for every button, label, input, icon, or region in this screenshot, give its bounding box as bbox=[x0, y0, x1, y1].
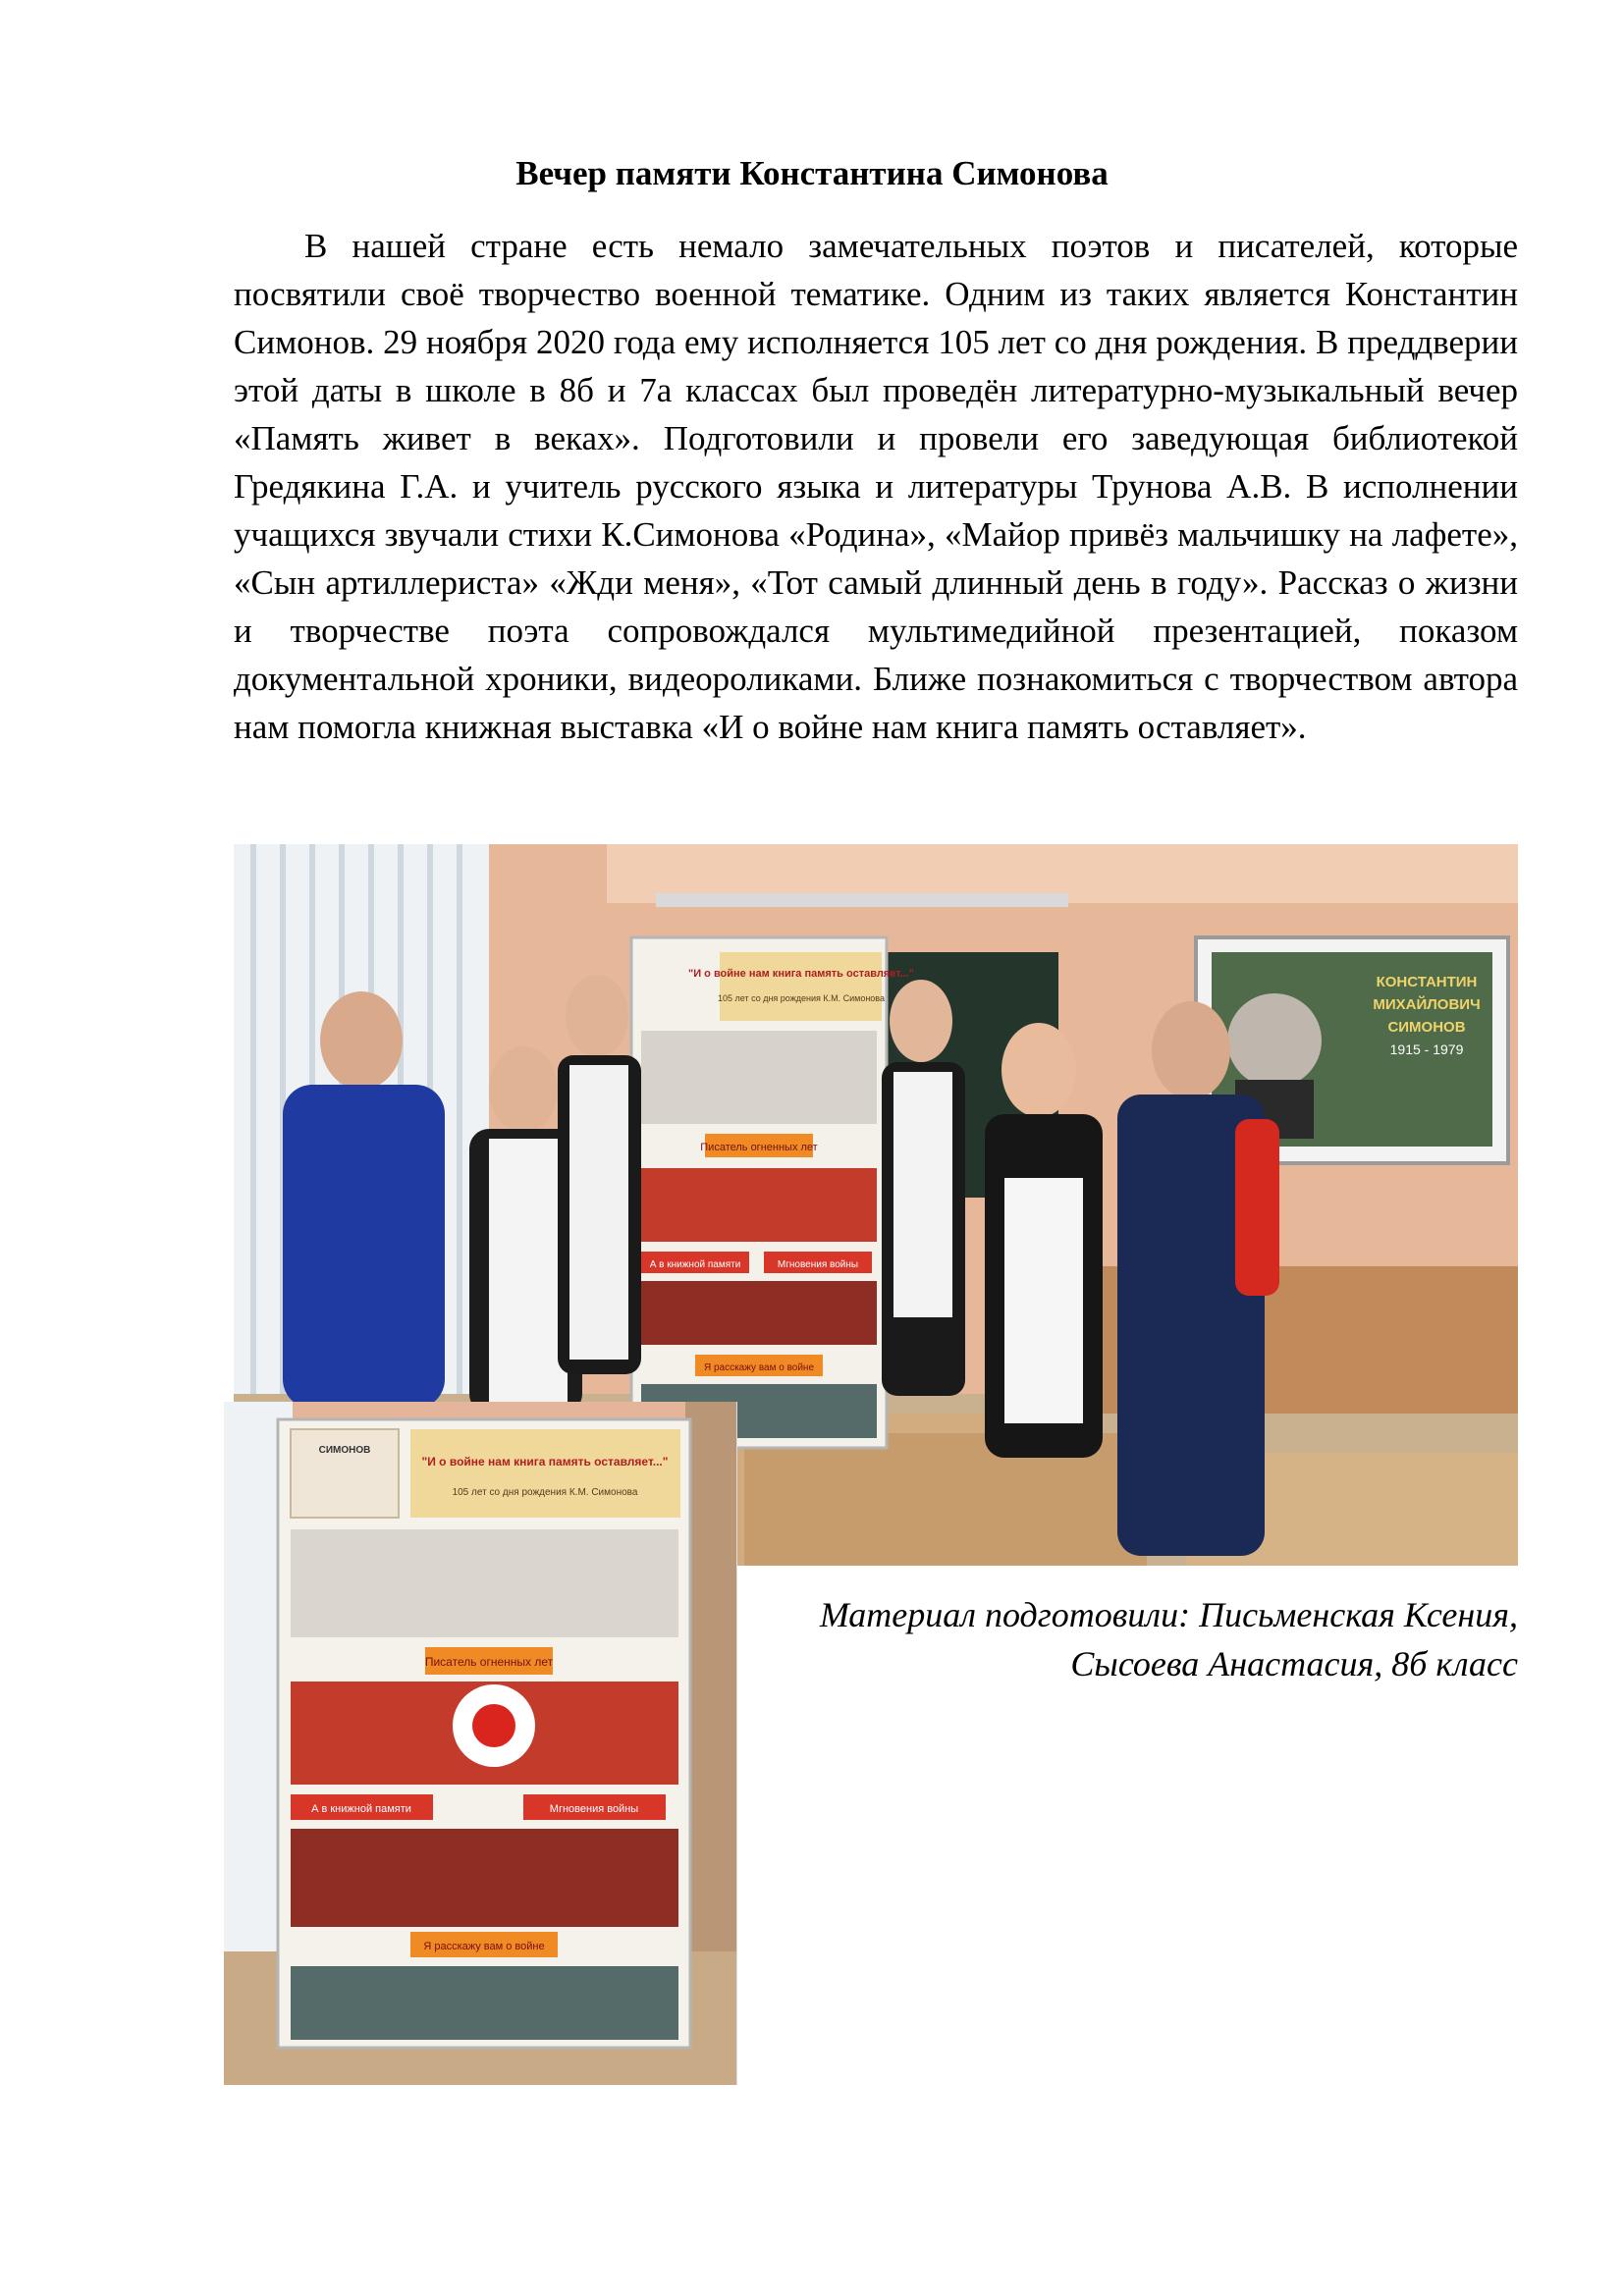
sign-writer-main: Писатель огненных лет bbox=[700, 1142, 818, 1153]
screen-years: 1915 - 1979 bbox=[1389, 1041, 1464, 1057]
banner-display: "И о войне нам книга память оставляет..." bbox=[421, 1455, 669, 1468]
banner-display-sub: 105 лет со дня рождения К.М. Симонова bbox=[452, 1487, 638, 1498]
sign-moments-main: Мгновения войны bbox=[777, 1259, 859, 1270]
book-display-drawing bbox=[224, 1402, 736, 2085]
credits bbox=[746, 1590, 1518, 1688]
banner-main: "И о войне нам книга память оставляет..." bbox=[687, 968, 915, 980]
screen-line3: СИМОНОВ bbox=[1387, 1019, 1466, 1036]
screen-line2: МИХАЙЛОВИЧ bbox=[1373, 996, 1481, 1013]
sign-tell-main: Я расскажу вам о войне bbox=[703, 1362, 815, 1373]
card-name: СИМОНОВ bbox=[318, 1445, 371, 1456]
article-paragraph: В нашей стране есть немало замечательных поэтов и писателей, которые посвятили своё творчество военной тематике. Одним из таких является Константин Симонов. 29 ноября 2020 года ему исполняется 105 лет со дня рождения. В преддверии этой даты в школе в 8б и 7а классах был проведён литературно-музыкальный вечер «Память живет в веках». Подготовили и провели его заведующая библиотекой Гредякина Г.А. и учитель русского языка и литературы Трунова А.В. В исполнении учащихся звучали стихи К.Симонова «Родина», «Майор привёз мальчишку на лафете», «Сын артиллериста» «Жди меня», «Тот самый длинный день в году». Рассказ о жизни и творчестве поэта сопровождался мультимедийной презентацией, показом документальной хроники, видеороликами. Ближе познакомиться с творчеством автора нам помогла книжная выставка «И о войне нам книга память оставляет». bbox=[234, 227, 1518, 746]
sign-moments-display: Мгновения войны bbox=[549, 1803, 639, 1815]
sign-writer-display: Писатель огненных лет bbox=[424, 1655, 554, 1669]
credits-line2: Сысоева Анастасия, 8б класс bbox=[1070, 1644, 1518, 1683]
sign-memory-display: А в книжной памяти bbox=[311, 1803, 411, 1815]
page-title: Вечер памяти Константина Симонова bbox=[515, 154, 1109, 192]
banner-main-sub: 105 лет со дня рождения К.М. Симонова bbox=[718, 993, 885, 1003]
book-display-photo bbox=[224, 1402, 737, 2085]
screen-line1: КОНСТАНТИН bbox=[1376, 974, 1478, 990]
sign-memory-main: А в книжной памяти bbox=[649, 1259, 741, 1270]
sign-tell-display: Я расскажу вам о войне bbox=[423, 1941, 545, 1952]
credits-line1: Материал подготовили: Письменская Ксения, bbox=[819, 1595, 1518, 1634]
